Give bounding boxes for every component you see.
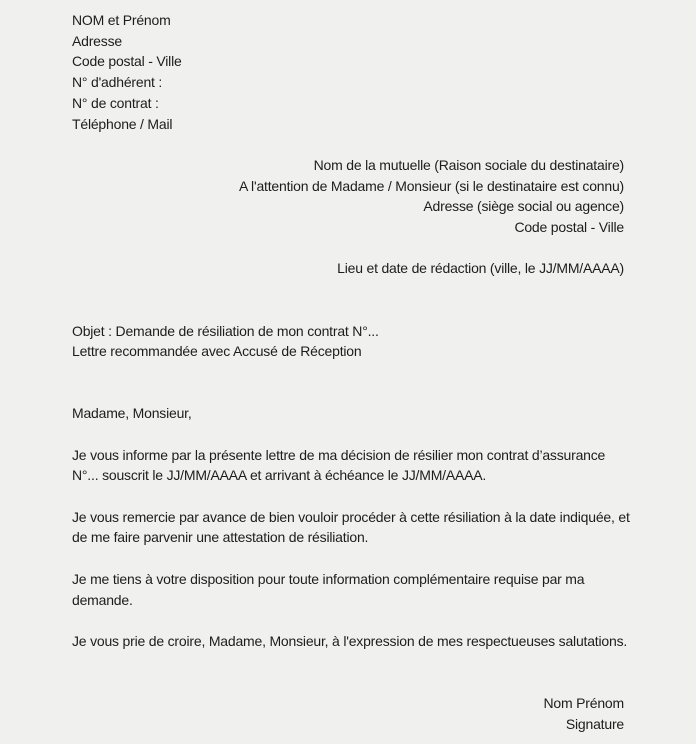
salutation-line: Madame, Monsieur, (72, 405, 192, 422)
body-paragraph-4 (72, 631, 628, 652)
paragraph-line: N°... souscrit le JJ/MM/AAAA et arrivant à échéance le JJ/MM/AAAA. (72, 467, 487, 484)
salutation-block (72, 403, 624, 424)
signature-label: Signature (565, 715, 624, 732)
sender-postal-city: Code postal - Ville (72, 53, 182, 70)
subject-line: Objet : Demande de résiliation de mon contrat N°... (72, 322, 379, 339)
signature-block (72, 693, 624, 734)
paragraph-line: demande. (72, 591, 133, 608)
body-paragraph-2 (72, 507, 630, 548)
recipient-postal-city: Code postal - Ville (514, 219, 624, 236)
paragraph-line: Je vous informe par la présente lettre de ma décision de résilier mon contrat d’assurance (72, 446, 606, 463)
sender-block (72, 10, 624, 134)
date-place-line: Lieu et date de rédaction (ville, le JJ/MM/AAAA) (337, 260, 624, 277)
signature-name: Nom Prénom (543, 695, 624, 712)
paragraph-line: Je vous prie de croire, Madame, Monsieur, à l'expression de mes respectueuses salutations. (72, 632, 628, 649)
sender-address: Adresse (72, 32, 122, 49)
sender-phone-mail: Téléphone / Mail (72, 115, 173, 132)
date-block (72, 258, 624, 279)
paragraph-line: Je me tiens à votre disposition pour toute information complémentaire requise par ma (72, 570, 585, 587)
body-paragraph-3 (72, 569, 624, 610)
sender-member-number: N° d'adhérent : (72, 74, 163, 91)
sender-contract-number: N° de contrat : (72, 94, 159, 111)
recipient-attention: A l'attention de Madame / Monsieur (si le destinataire est connu) (239, 177, 624, 194)
recipient-company: Nom de la mutuelle (Raison sociale du destinataire) (313, 156, 624, 173)
registered-mail-line: Lettre recommandée avec Accusé de Réception (72, 343, 362, 360)
body-paragraph-1 (72, 445, 624, 486)
subject-block (72, 321, 624, 362)
sender-name: NOM et Prénom (72, 12, 171, 28)
recipient-block (72, 155, 624, 238)
paragraph-line: de me faire parvenir une attestation de résiliation. (72, 529, 369, 546)
paragraph-line: Je vous remercie par avance de bien vouloir procéder à cette résiliation à la date indiquée, et (72, 508, 630, 525)
recipient-address: Adresse (siège social ou agence) (423, 198, 624, 215)
